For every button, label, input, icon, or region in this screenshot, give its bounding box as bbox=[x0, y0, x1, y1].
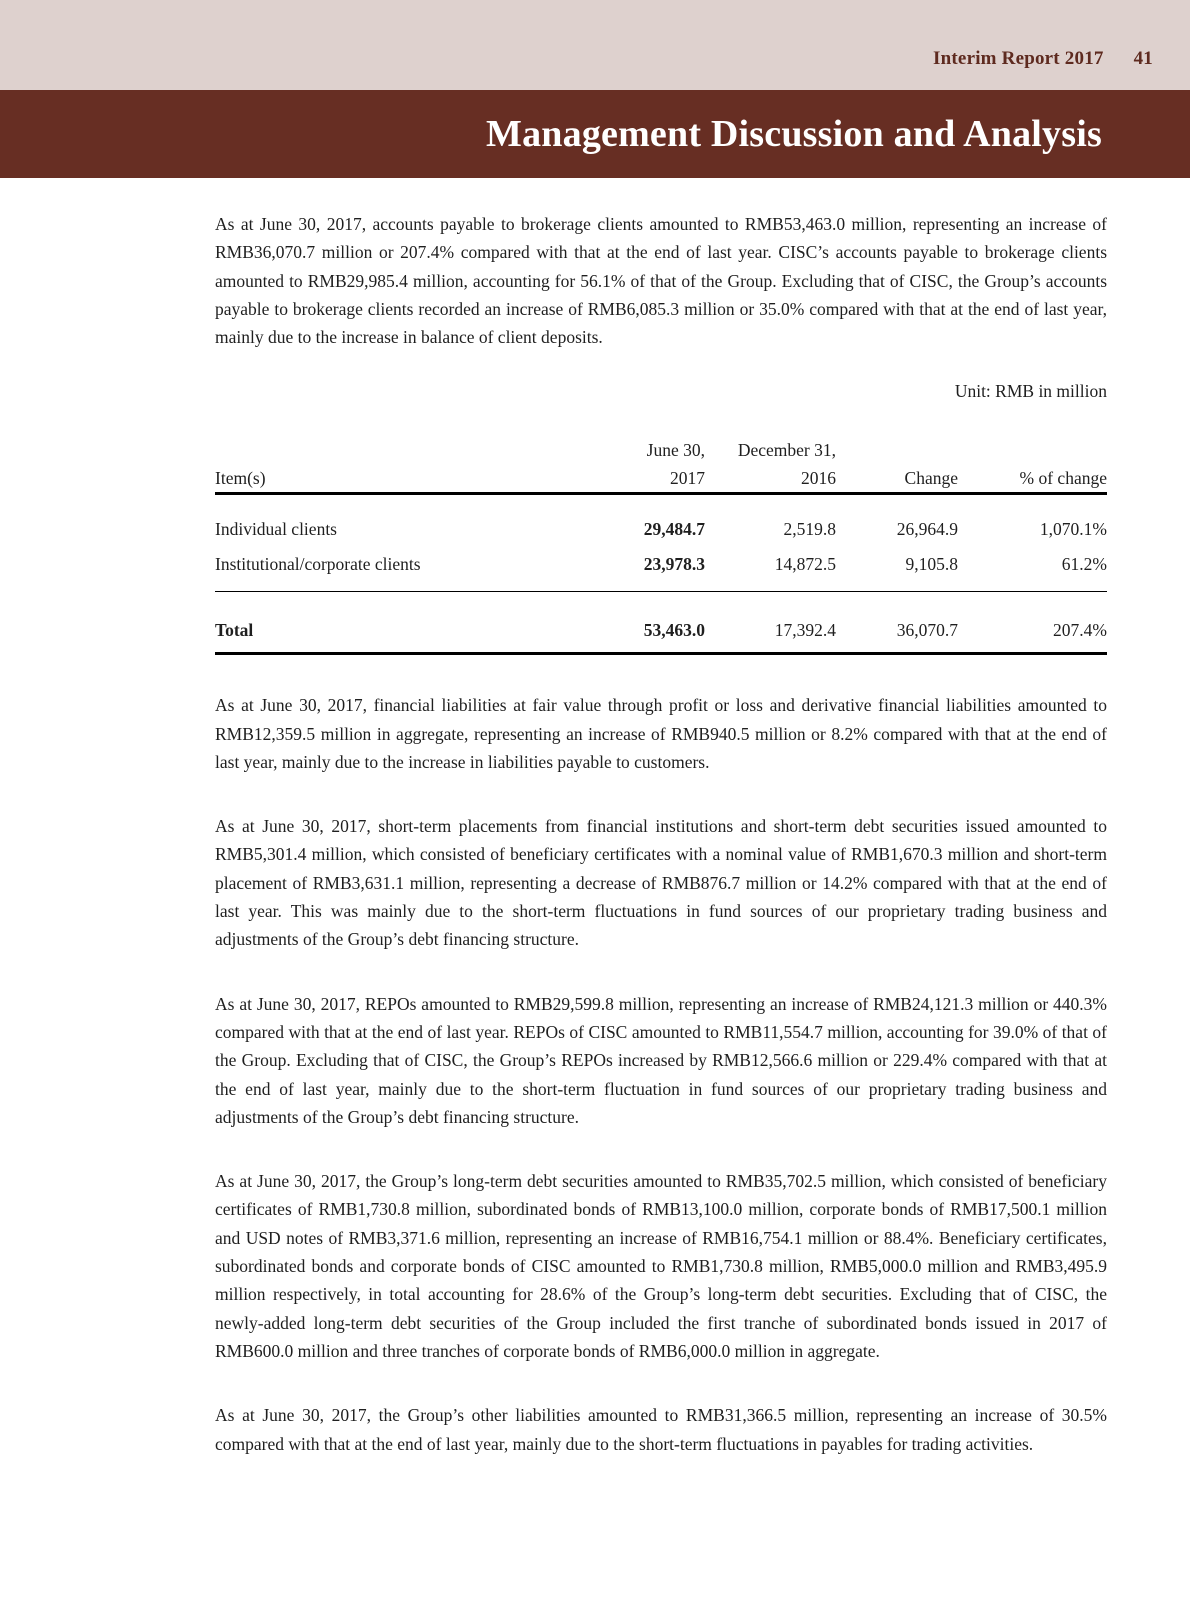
table-row bbox=[215, 494, 1107, 547]
report-title: Interim Report 2017 bbox=[933, 48, 1104, 69]
cell-dec-2016: 17,392.4 bbox=[705, 591, 836, 653]
body-paragraph-2: As at June 30, 2017, financial liabilities at fair value through profit or loss and derivative financial liabilities amounted to RMB12,359.5 million in aggregate, representing an increase of RMB940.5 million or 8.2% compared with that at the end of last year, mainly due to the increase in liabilities payable to customers. bbox=[215, 695, 1107, 772]
total-row bbox=[215, 591, 1107, 653]
column-header-dec-31-2016: December 31, 2016 bbox=[705, 436, 836, 494]
table-header-row bbox=[215, 436, 1107, 494]
cell-dec-2016: 2,519.8 bbox=[783, 519, 836, 540]
row-label: Individual clients bbox=[215, 519, 337, 540]
unit-label: Unit: RMB in million bbox=[954, 381, 1107, 402]
cell-dec-2016: 14,872.5 bbox=[705, 547, 836, 592]
row-label: Total bbox=[215, 591, 545, 653]
body-paragraph-3: As at June 30, 2017, short-term placements from financial institutions and short-term debt securities issued amounted to RMB5,301.4 million, which consisted of beneficiary certificates with a nominal value of RMB1,670.3 million and short-term placement of RMB3,631.1 million, representing a decrease of RMB876.7 million or 14.2% compared with that at the end of last year. This was mainly due to the short-term fluctuations in fund sources of our proprietary trading business and adjustments of the Group’s debt financing structure. bbox=[215, 816, 1107, 950]
cell-jun-2017: 29,484.7 bbox=[643, 519, 705, 540]
cell-jun-2017: 53,463.0 bbox=[545, 591, 705, 653]
cell-pct-change: 61.2% bbox=[958, 547, 1107, 592]
body-paragraph-1: As at June 30, 2017, accounts payable to brokerage clients amounted to RMB53,463.0 million, representing an increase of RMB36,070.7 million or 207.4% compared with that at the end of last year. CISC’s accounts payable to brokerage clients amounted to RMB29,985.4 million, accounting for 56.1% of that of the Group. Excluding that of CISC, the Group’s accounts payable to brokerage clients recorded an increase of RMB6,085.3 million or 35.0% compared with that at the end of last year, mainly due to the increase in balance of client deposits. bbox=[215, 214, 1107, 348]
title-banner bbox=[0, 90, 1190, 178]
column-header-change: Change bbox=[836, 436, 958, 494]
cell-jun-2017: 23,978.3 bbox=[545, 547, 705, 592]
table-row bbox=[215, 547, 1107, 592]
page-number: 41 bbox=[1133, 48, 1153, 69]
cell-change: 36,070.7 bbox=[836, 591, 958, 653]
cell-change: 26,964.9 bbox=[896, 519, 958, 540]
column-header-items: Item(s) bbox=[215, 436, 545, 494]
row-label: Institutional/corporate clients bbox=[215, 547, 545, 592]
financial-table bbox=[215, 436, 1107, 655]
body-paragraph-5: As at June 30, 2017, the Group’s long-term debt securities amounted to RMB35,702.5 million, which consisted of beneficiary certificates of RMB1,730.8 million, subordinated bonds of RMB13,100.0 million, corporate bonds of RMB17,500.1 million and USD notes of RMB3,371.6 million, representing an increase of RMB16,754.1 million or 88.4%. Beneficiary certificates, subordinated bonds and corporate bonds of CISC amounted to RMB1,730.8 million, RMB5,000.0 million and RMB3,495.9 million respectively, in total accounting for 28.6% of the Group’s long-term debt securities. Excluding that of CISC, the newly-added long-term debt securities of the Group included the first tranche of subordinated bonds issued in 2017 of RMB600.0 million and three tranches of corporate bonds of RMB6,000.0 million in aggregate. bbox=[215, 1171, 1107, 1361]
running-header bbox=[933, 48, 1153, 70]
header-band bbox=[0, 0, 1190, 90]
column-header-pct-change: % of change bbox=[958, 436, 1107, 494]
content-column bbox=[215, 210, 1107, 1494]
cell-pct-change: 1,070.1% bbox=[1039, 519, 1107, 540]
cell-change: 9,105.8 bbox=[836, 547, 958, 592]
page-title: Management Discussion and Analysis bbox=[486, 113, 1102, 155]
body-paragraph-6: As at June 30, 2017, the Group’s other liabilities amounted to RMB31,366.5 million, representing an increase of 30.5% compared with that at the end of last year, mainly due to the short-term fluctuations in payables for trading activities. bbox=[215, 1405, 1107, 1454]
body-paragraph-4: As at June 30, 2017, REPOs amounted to RMB29,599.8 million, representing an increase of RMB24,121.3 million or 440.3% compared with that at the end of last year. REPOs of CISC amounted to RMB11,554.7 million, accounting for 39.0% of that of the Group. Excluding that of CISC, the Group’s REPOs increased by RMB12,566.6 million or 229.4% compared with that at the end of last year, mainly due to the short-term fluctuation in fund sources of our proprietary trading business and adjustments of the Group’s debt financing structure. bbox=[215, 993, 1107, 1127]
cell-pct-change: 207.4% bbox=[958, 591, 1107, 653]
column-header-jun-30-2017: June 30, 2017 bbox=[545, 436, 705, 494]
